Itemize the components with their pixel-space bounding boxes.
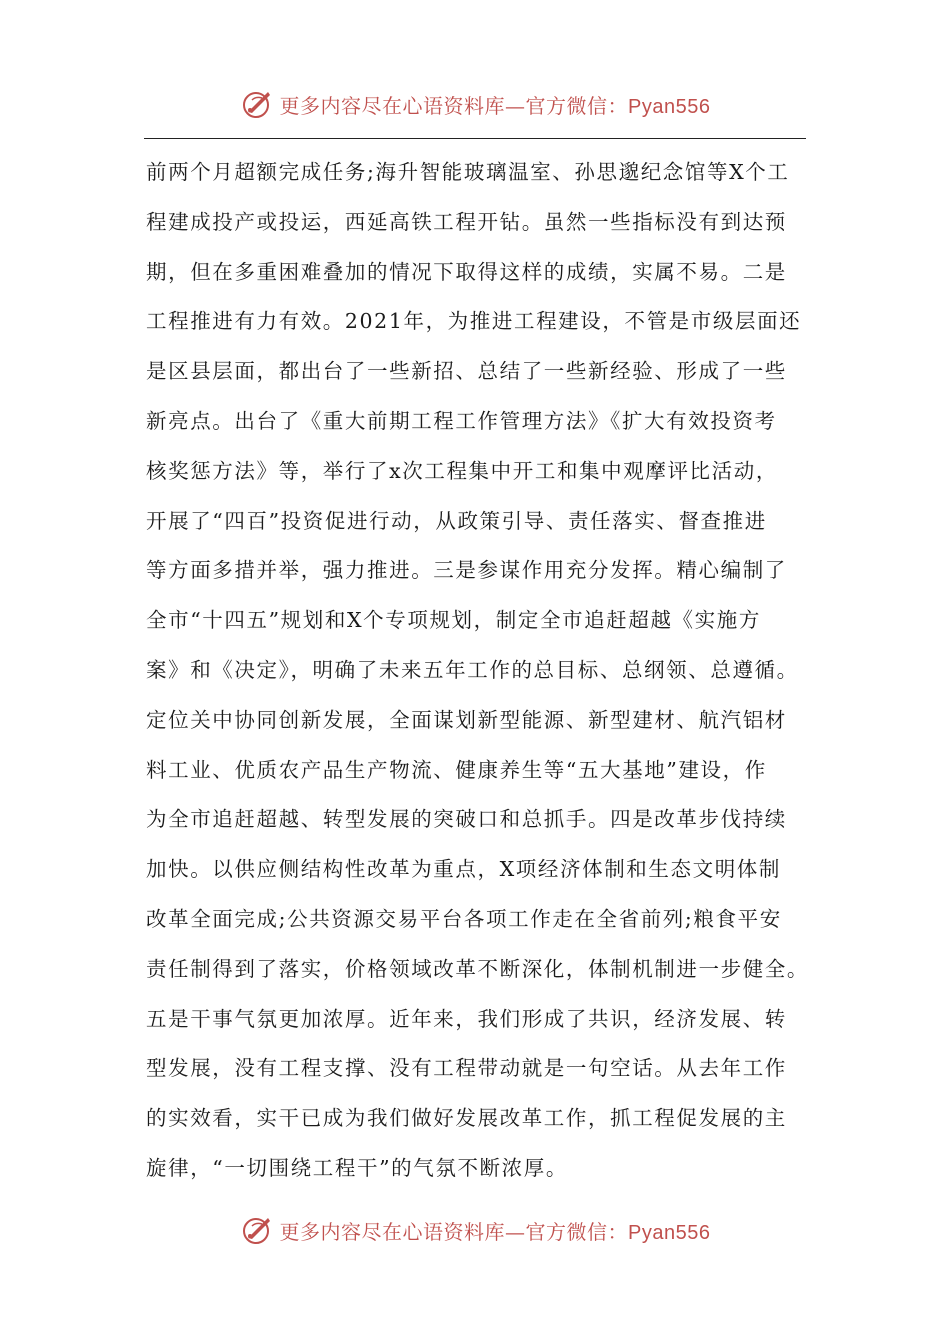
body-text-line: 案》和《决定》，明确了未来五年工作的总目标、总纲领、总遵循。 [146, 657, 799, 682]
document-body [146, 148, 810, 1194]
body-text-line: 新亮点。出台了《重大前期工程工作管理方法》《扩大有效投资考 [146, 408, 777, 433]
body-text-line: 核奖惩方法》等，举行了x次工程集中开工和集中观摩评比活动， [146, 458, 778, 483]
body-text-line: 全市“十四五”规划和X个专项规划，制定全市追赶超越《实施方 [146, 608, 761, 633]
promo-text [280, 1216, 711, 1245]
promo-text [280, 90, 711, 119]
body-text-line: 是区县层面，都出台了一些新招、总结了一些新经验、形成了一些 [146, 359, 787, 384]
body-text-line: 程建成投产或投运，西延高铁工程开钻。虽然一些指标没有到达预 [146, 209, 787, 234]
promo-label: 更多内容尽在心语资料库—官方微信： [279, 93, 629, 118]
body-text-line: 型发展，没有工程支撑、没有工程带动就是一句空话。从去年工作 [146, 1056, 787, 1081]
wechat-id: Pyan556 [628, 1221, 711, 1244]
body-text-line: 工程推进有力有效。2021年，为推进工程建设，不管是市级层面还 [146, 309, 802, 334]
body-text-line: 期，但在多重困难叠加的情况下取得这样的成绩，实属不易。二是 [146, 259, 787, 284]
body-text-line: 责任制得到了落实，价格领域改革不断深化，体制机制进一步健全。 [146, 956, 809, 981]
body-text-line: 的实效看，实干已成为我们做好发展改革工作，抓工程促发展的主 [146, 1106, 787, 1131]
wechat-id: Pyan556 [628, 95, 711, 118]
body-text-line: 五是干事气氛更加浓厚。近年来，我们形成了共识，经济发展、转 [146, 1006, 787, 1031]
body-text-line: 前两个月超额完成任务;海升智能玻璃温室、孙思邈纪念馆等X个工 [146, 160, 790, 184]
header-divider [144, 138, 806, 139]
body-text-line: 开展了“四百”投资促进行动，从政策引导、责任落实、督查推进 [146, 508, 767, 533]
promo-label: 更多内容尽在心语资料库—官方微信： [279, 1219, 629, 1244]
body-text-line: 改革全面完成;公共资源交易平台各项工作走在全省前列;粮食平安 [146, 906, 782, 931]
body-text-line: 为全市追赶超越、转型发展的突破口和总抓手。四是改革步伐持续 [146, 807, 787, 832]
body-text-line: 料工业、优质农产品生产物流、健康养生等“五大基地”建设，作 [146, 757, 767, 782]
header-banner [0, 80, 950, 128]
body-text-line: 旋律，“一切围绕工程干”的气氛不断浓厚。 [146, 1155, 568, 1180]
footer-banner [0, 1206, 950, 1254]
quill-logo-icon [240, 86, 276, 122]
body-text-line: 定位关中协同创新发展，全面谋划新型能源、新型建材、航汽铝材 [146, 707, 787, 732]
body-text-line: 等方面多措并举，强力推进。三是参谋作用充分发挥。精心编制了 [146, 558, 787, 583]
body-text-line: 加快。以供应侧结构性改革为重点，X项经济体制和生态文明体制 [146, 857, 781, 882]
quill-logo-icon [240, 1212, 276, 1248]
